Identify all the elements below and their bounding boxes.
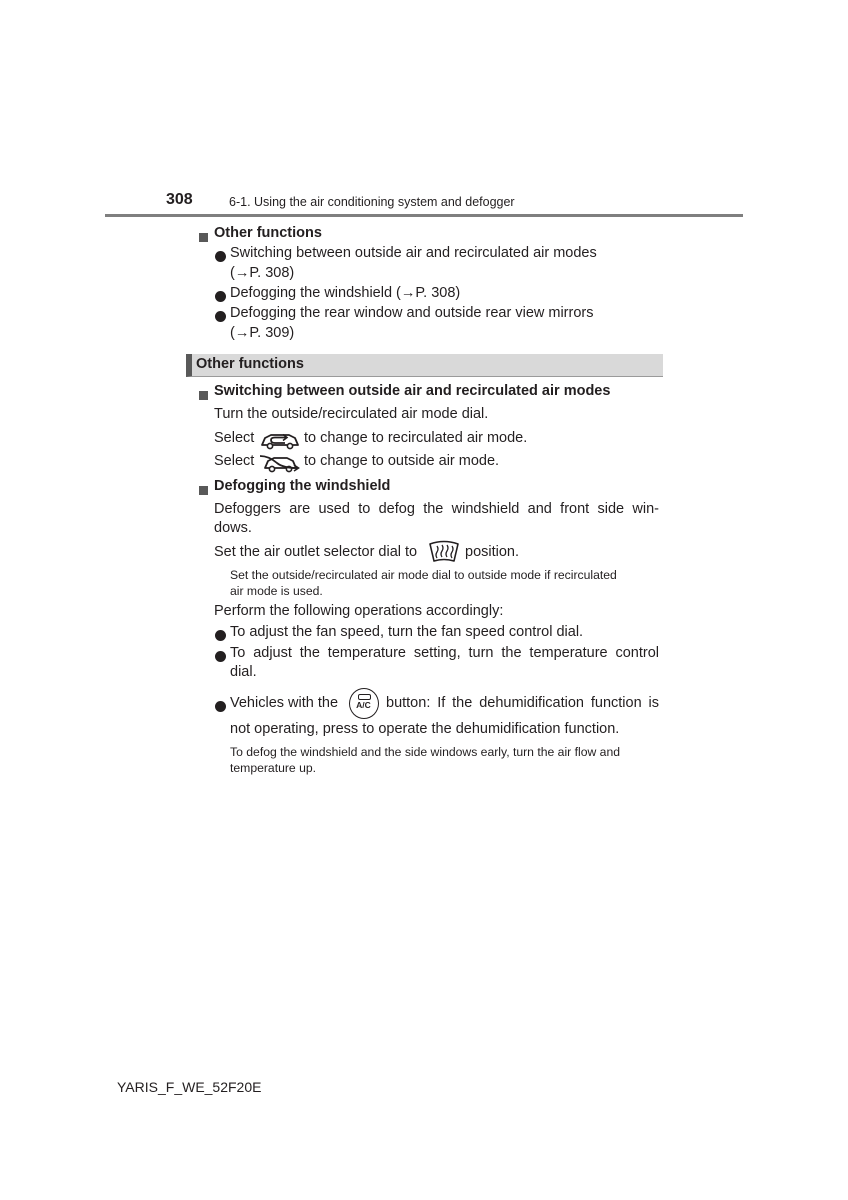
defog-note: Set the outside/recirculated air mode dial to outside mode if recirculated [230,568,617,582]
selector-instruction-end: position. [465,544,520,560]
overview-item-text: Switching between outside air and recirculated air modes [230,245,597,261]
ac-instruction-line2: not operating, press to operate the dehumidification function. [230,721,620,737]
ac-button-label: A/C [356,700,371,710]
section-heading: Other functions [196,356,304,372]
defog-note-cont: air mode is used. [230,584,323,598]
round-bullet-icon [215,649,226,667]
recirculated-air-icon [259,427,301,451]
round-bullet-icon [215,628,226,646]
windshield-defog-icon [427,540,461,564]
defog-paragraph-cont: dows. [214,520,252,536]
ac-instruction: Vehicles with the [230,695,339,711]
select-label: Select [214,430,255,446]
section-header-title: 6-1. Using the air conditioning system and defogger [229,195,515,209]
perform-operations: Perform the following operations accordingly: [214,603,504,619]
fan-speed-instruction: To adjust the fan speed, turn the fan speed control dial. [230,624,584,640]
recirculated-instruction: to change to recirculated air mode. [304,430,528,446]
square-bullet-icon [199,229,208,247]
ac-instruction-cont: button: If the dehumidification function is [386,695,659,711]
page-number: 308 [166,191,193,208]
temperature-instruction-cont: dial. [230,664,257,680]
overview-item-ref-link[interactable]: (→P. 309) [230,325,295,341]
round-bullet-icon [215,309,226,327]
switching-instruction: Turn the outside/recirculated air mode dial. [214,406,489,422]
square-bullet-icon [199,482,208,500]
round-bullet-icon [215,249,226,267]
defog-paragraph: Defoggers are used to defog the windshield and front side win- [214,501,659,517]
overview-item-text: Defogging the rear window and outside rear view mirrors [230,305,594,321]
outside-air-icon [259,450,301,474]
defog-title: Defogging the windshield [214,478,391,494]
defog-tip-cont: temperature up. [230,761,317,775]
round-bullet-icon [215,699,226,717]
round-bullet-icon [215,289,226,307]
overview-item-ref-link[interactable]: (→P. 308) [230,265,295,281]
temperature-instruction: To adjust the temperature setting, turn the temperature control [230,645,659,661]
document-code: YARIS_F_WE_52F20E [117,1079,262,1095]
select-label: Select [214,453,255,469]
defog-tip: To defog the windshield and the side windows early, turn the air flow and [230,745,621,759]
header-divider [105,214,743,217]
ac-button-icon [349,688,379,719]
overview-title: Other functions [214,225,322,241]
switching-title: Switching between outside air and recirculated air modes [214,383,611,399]
overview-item-text: Defogging the windshield (→P. 308) [230,285,461,301]
square-bullet-icon [199,387,208,405]
outside-air-instruction: to change to outside air mode. [304,453,500,469]
selector-instruction: Set the air outlet selector dial to [214,544,418,560]
